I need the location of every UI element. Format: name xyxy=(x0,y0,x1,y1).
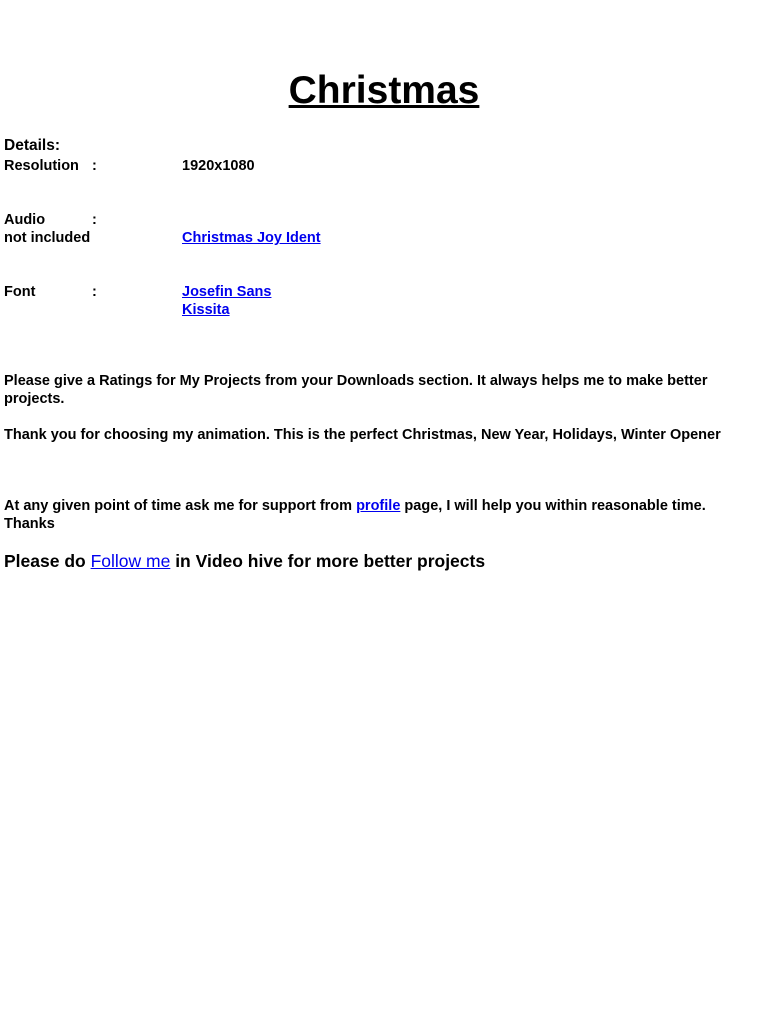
resolution-label: Resolution xyxy=(4,158,79,174)
audio-colon: : xyxy=(92,212,97,228)
audio-link[interactable]: Christmas Joy Ident xyxy=(182,230,321,246)
font-link-kissita[interactable]: Kissita xyxy=(182,302,230,318)
support-text-after: page, I will help you within reasonable time. xyxy=(400,498,706,514)
follow-text-after: in Video hive for more better projects xyxy=(170,551,486,571)
details-heading: Details: xyxy=(4,137,60,154)
resolution-value: 1920x1080 xyxy=(182,158,255,174)
follow-me-link[interactable]: Follow me xyxy=(90,551,171,571)
follow-line xyxy=(4,550,485,572)
page-title: Christmas xyxy=(288,69,480,112)
ratings-paragraph: Please give a Ratings for My Projects from your Downloads section. It always helps me to make better projects. xyxy=(4,373,708,407)
support-thanks: Thanks xyxy=(4,516,55,532)
profile-link[interactable]: profile xyxy=(356,498,401,514)
thanks-paragraph: Thank you for choosing my animation. This is the perfect Christmas, New Year, Holidays, Winter Opener xyxy=(4,427,721,443)
font-link-josefin-sans[interactable]: Josefin Sans xyxy=(182,284,272,300)
font-colon: : xyxy=(92,284,97,300)
support-text-before: At any given point of time ask me for support from xyxy=(4,498,357,514)
support-paragraph xyxy=(4,497,756,533)
audio-not-included: not included xyxy=(4,230,91,246)
resolution-colon: : xyxy=(92,158,97,174)
audio-label: Audio xyxy=(4,212,46,228)
font-label: Font xyxy=(4,284,36,300)
follow-text-before: Please do xyxy=(4,551,91,571)
